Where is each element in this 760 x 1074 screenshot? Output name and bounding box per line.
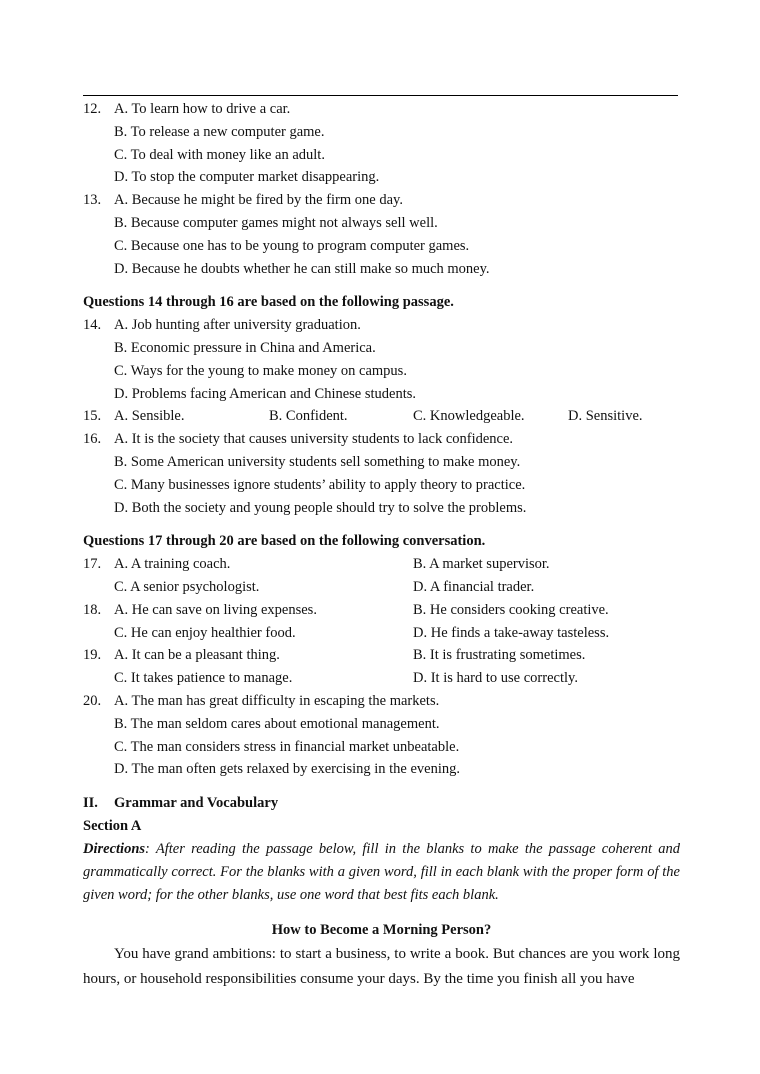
option-c: C. Many businesses ignore students’ ability to apply theory to practice. [114, 476, 526, 493]
question-17 [83, 553, 680, 576]
option-d: D. Problems facing American and Chinese students. [114, 385, 417, 402]
option-a: A. A training coach. [114, 556, 231, 573]
question-number: 13. [83, 192, 102, 209]
directions-text: : After reading the passage below, fill in the blanks to make the passage coherent and grammatically correct. For the blanks with a given word, fill in each blank with the proper form of the given word; for the other blanks, use one word that best fits each blank. [83, 840, 680, 903]
question-number: 12. [83, 101, 102, 117]
option-b: B. Because computer games might not always sell well. [114, 214, 438, 231]
passage-text: You have grand ambitions: to start a business, to write a book. But chances are you work long hours, or household responsibilities consume your days. By the time you finish all you have [83, 945, 680, 987]
option-a: A. He can save on living expenses. [114, 601, 317, 618]
question-14 [83, 314, 680, 337]
option-a: A. It can be a pleasant thing. [114, 647, 280, 664]
option-d: D. Sensitive. [568, 408, 643, 425]
part-number: II. [83, 795, 98, 812]
question-number: 15. [83, 408, 102, 425]
header-rule [83, 95, 678, 96]
option-b: B. Economic pressure in China and America. [114, 339, 376, 356]
option-c: C. Ways for the young to make money on campus. [114, 362, 407, 379]
option-c: C. Because one has to be young to program computer games. [114, 237, 470, 254]
passage-title: How to Become a Morning Person? [271, 921, 492, 938]
option-b: B. It is frustrating sometimes. [413, 647, 586, 664]
question-number: 16. [83, 431, 102, 448]
option-b: B. To release a new computer game. [114, 123, 325, 140]
option-d: D. The man often gets relaxed by exercising in the evening. [114, 761, 461, 778]
option-d: D. Both the society and young people should try to solve the problems. [114, 499, 527, 516]
option-a: A. Because he might be fired by the firm one day. [114, 192, 403, 209]
option-b: B. Some American university students sell something to make money. [114, 453, 521, 470]
option-c: C. He can enjoy healthier food. [114, 624, 296, 641]
option-d: D. He finds a take-away tasteless. [413, 624, 610, 641]
section-a-heading: Section A [83, 817, 142, 834]
part-title: Grammar and Vocabulary [114, 795, 279, 812]
question-15 [83, 405, 680, 428]
option-d: D. To stop the computer market disappearing. [114, 169, 380, 186]
option-c: C. It takes patience to manage. [114, 670, 293, 687]
option-b: B. A market supervisor. [413, 556, 550, 573]
option-a: A. Job hunting after university graduation. [114, 317, 361, 334]
option-a: A. To learn how to drive a car. [114, 101, 291, 117]
option-b: B. The man seldom cares about emotional management. [114, 715, 440, 732]
question-number: 19. [83, 647, 102, 664]
option-a: A. Sensible. [114, 408, 185, 425]
part-heading [83, 792, 680, 815]
section-heading-passage: Questions 14 through 16 are based on the following passage. [83, 294, 454, 311]
option-d: D. Because he doubts whether he can still make so much money. [114, 260, 490, 277]
question-number: 14. [83, 317, 102, 334]
question-number: 17. [83, 556, 102, 573]
option-c: C. The man considers stress in financial market unbeatable. [114, 738, 460, 755]
option-b: B. Confident. [269, 408, 348, 425]
question-20 [83, 690, 680, 713]
option-c: C. Knowledgeable. [413, 408, 525, 425]
option-b: B. He considers cooking creative. [413, 601, 609, 618]
question-19 [83, 644, 680, 667]
exam-page [83, 98, 680, 992]
option-d: D. A financial trader. [413, 578, 535, 595]
question-18 [83, 599, 680, 622]
directions [83, 838, 680, 907]
directions-label: Directions [83, 840, 146, 857]
option-a: A. The man has great difficulty in escaping the markets. [114, 692, 440, 709]
question-16 [83, 428, 680, 451]
question-12 [83, 98, 680, 121]
question-number: 20. [83, 692, 102, 709]
section-heading-conversation: Questions 17 through 20 are based on the following conversation. [83, 533, 486, 550]
option-a: A. It is the society that causes university students to lack confidence. [114, 431, 514, 448]
question-13 [83, 189, 680, 212]
option-d: D. It is hard to use correctly. [413, 670, 578, 687]
question-number: 18. [83, 601, 102, 618]
option-c: C. A senior psychologist. [114, 578, 260, 595]
option-c: C. To deal with money like an adult. [114, 146, 325, 163]
